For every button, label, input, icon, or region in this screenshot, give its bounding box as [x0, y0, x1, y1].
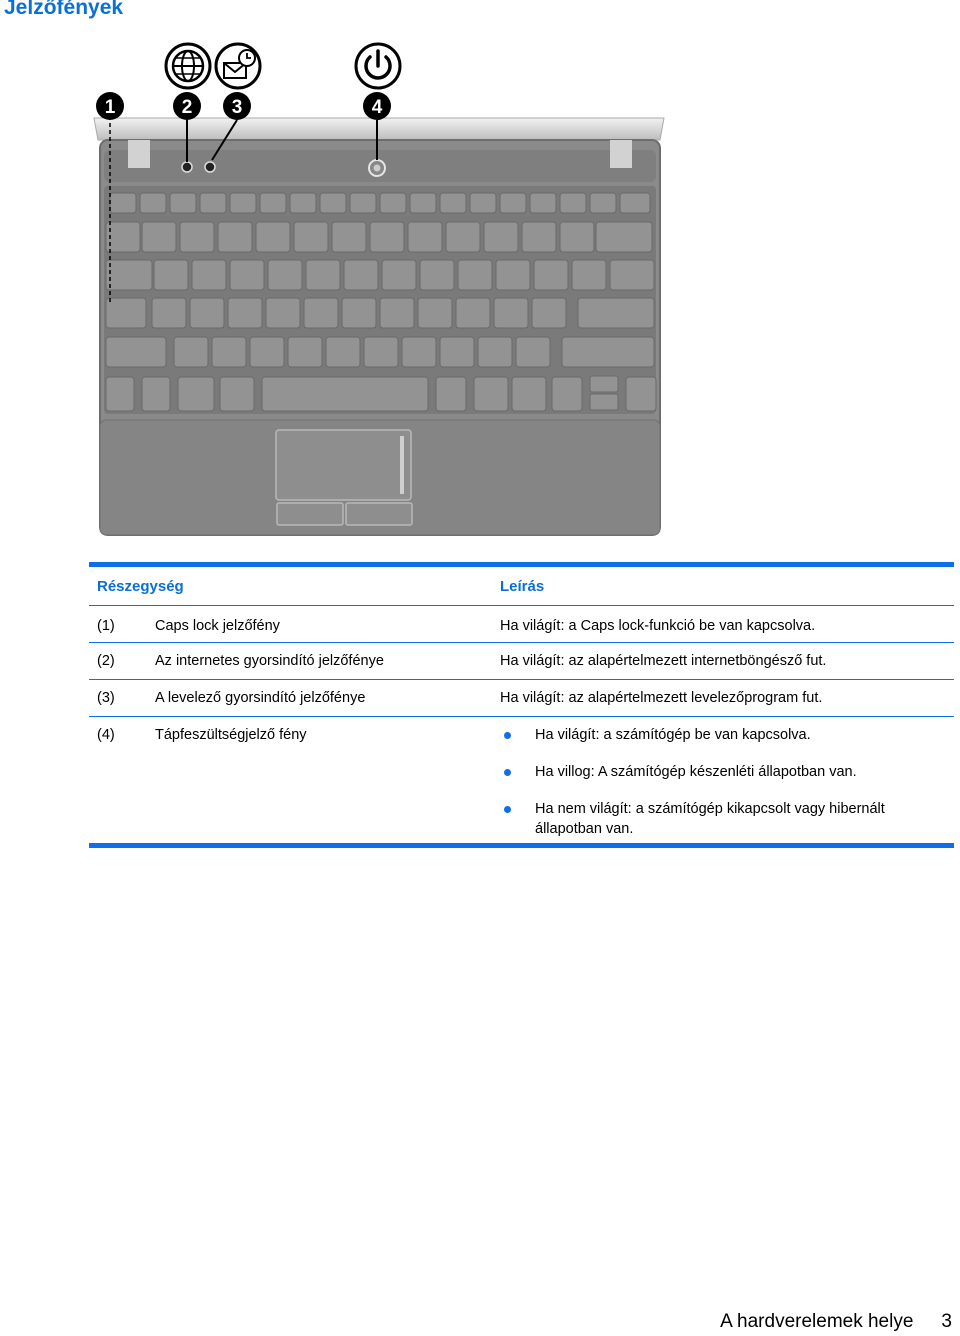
keyboard-key	[256, 222, 290, 252]
keyboard-key	[478, 337, 512, 367]
keyboard-key	[106, 222, 140, 252]
keyboard-key	[532, 298, 566, 328]
keyboard-key	[456, 298, 490, 328]
table-row	[89, 606, 954, 643]
keyboard-key	[484, 222, 518, 252]
keyboard-key	[470, 193, 496, 213]
keyboard-figure	[0, 0, 960, 560]
keyboard-key	[446, 222, 480, 252]
keyboard-key	[220, 377, 254, 411]
row-component: Tápfeszültségjelző fény	[155, 727, 307, 743]
keyboard-key	[350, 193, 376, 213]
keyboard-key	[420, 260, 454, 290]
keyboard-key	[140, 193, 166, 213]
callout-3	[223, 92, 251, 120]
keyboard-key	[522, 222, 556, 252]
row-component: Caps lock jelzőfény	[155, 618, 280, 634]
keyboard-key	[436, 377, 466, 411]
keyboard-key	[288, 337, 322, 367]
keyboard-key	[496, 260, 530, 290]
row-description: Ha világít: az alapértelmezett levelezőprogram fut.	[500, 690, 823, 706]
keyboard-key	[294, 222, 328, 252]
keyboard-key	[190, 298, 224, 328]
keyboard-key	[178, 377, 214, 411]
row-component: Az internetes gyorsindító jelzőfénye	[155, 653, 384, 669]
svg-text:4: 4	[371, 97, 383, 118]
keyboard-key	[494, 298, 528, 328]
keyboard-key	[262, 377, 428, 411]
page-number: 3	[941, 1311, 952, 1332]
keyboard-key	[192, 260, 226, 290]
keyboard-key	[596, 222, 652, 252]
list-item: Ha világít: a számítógép be van kapcsolva.	[500, 725, 940, 745]
keyboard-key	[106, 377, 134, 411]
mail-icon	[216, 44, 260, 88]
keyboard-key	[440, 337, 474, 367]
keyboard-key	[382, 260, 416, 290]
row-number: (1)	[97, 618, 115, 634]
keyboard-key	[106, 260, 152, 290]
keyboard-key	[212, 337, 246, 367]
callout-1	[96, 92, 124, 120]
touchpad-right-button	[346, 503, 412, 525]
keyboard-key	[408, 222, 442, 252]
section-title: Jelzőfények	[4, 0, 124, 19]
keyboard-key	[250, 337, 284, 367]
keyboard-key	[380, 298, 414, 328]
keyboard-key	[260, 193, 286, 213]
keyboard-key	[142, 222, 176, 252]
keyboard-key	[562, 337, 654, 367]
keyboard-key	[530, 193, 556, 213]
keyboard-key	[152, 298, 186, 328]
keyboard-key	[560, 193, 586, 213]
row-number: (2)	[97, 653, 115, 669]
keyboard-key	[200, 193, 226, 213]
keyboard-key	[620, 193, 650, 213]
keyboard-key	[304, 298, 338, 328]
keyboard-key	[578, 298, 654, 328]
header-description: Leírás	[500, 578, 545, 595]
keyboard-key	[370, 222, 404, 252]
keyboard-key	[418, 298, 452, 328]
table-row	[89, 643, 954, 680]
keyboard-key	[626, 377, 656, 411]
keyboard-key	[170, 193, 196, 213]
keyboard-key	[500, 193, 526, 213]
bullet-icon	[504, 806, 511, 813]
keyboard-key	[560, 222, 594, 252]
power-icon	[356, 44, 400, 88]
globe-icon	[166, 44, 210, 88]
callout-4	[363, 92, 391, 120]
keyboard-key	[106, 337, 166, 367]
bullet-icon	[504, 769, 511, 776]
page-footer	[720, 1311, 952, 1333]
svg-text:3: 3	[231, 97, 243, 118]
keyboard-key	[266, 298, 300, 328]
keyboard-key	[174, 337, 208, 367]
keyboard-key	[218, 222, 252, 252]
table-row	[89, 680, 954, 717]
keyboard-key	[552, 377, 582, 411]
list-item: Ha nem világít: a számítógép kikapcsolt vagy hibernált állapotban van.	[500, 799, 940, 839]
keyboard-key	[440, 193, 466, 213]
svg-text:2: 2	[181, 97, 193, 118]
keyboard-key	[512, 377, 546, 411]
keyboard-key	[230, 193, 256, 213]
keyboard-key	[268, 260, 302, 290]
mail-indicator-light	[205, 162, 215, 172]
keyboard-key	[572, 260, 606, 290]
row-description-list	[500, 725, 940, 856]
svg-text:1: 1	[104, 97, 116, 118]
keyboard-key	[410, 193, 436, 213]
keyboard-key	[306, 260, 340, 290]
touchpad	[276, 430, 411, 500]
keyboard-key	[106, 298, 146, 328]
keyboard-key	[154, 260, 188, 290]
list-item: Ha villog: A számítógép készenléti állapotban van.	[500, 762, 940, 782]
keyboard-key	[344, 260, 378, 290]
indicator-table	[89, 562, 954, 848]
keyboard-key	[534, 260, 568, 290]
keyboard-key	[142, 377, 170, 411]
keyboard-key	[590, 193, 616, 213]
keyboard-key	[458, 260, 492, 290]
keyboard-key	[402, 337, 436, 367]
header-component: Részegység	[97, 578, 184, 595]
keyboard-key	[230, 260, 264, 290]
keyboard-key	[326, 337, 360, 367]
keyboard-key	[610, 260, 654, 290]
arrow-key	[590, 376, 618, 392]
table-header	[89, 567, 954, 606]
table-row	[89, 717, 954, 837]
callout-2	[173, 92, 201, 120]
keyboard-key	[180, 222, 214, 252]
arrow-key	[590, 394, 618, 410]
keyboard-key	[332, 222, 366, 252]
keyboard-key	[380, 193, 406, 213]
keyboard-key	[516, 337, 550, 367]
internet-indicator-light	[182, 162, 192, 172]
keyboard-key	[364, 337, 398, 367]
bullet-icon	[504, 732, 511, 739]
row-number: (4)	[97, 727, 115, 743]
keyboard-key	[320, 193, 346, 213]
keyboard-key	[110, 193, 136, 213]
row-component: A levelező gyorsindító jelzőfénye	[155, 690, 366, 706]
keyboard-key	[290, 193, 316, 213]
row-description: Ha világít: az alapértelmezett internetböngésző fut.	[500, 653, 827, 669]
keyboard-key	[342, 298, 376, 328]
row-number: (3)	[97, 690, 115, 706]
row-description: Ha világít: a Caps lock-funkció be van kapcsolva.	[500, 618, 816, 634]
touchpad-left-button	[277, 503, 343, 525]
keyboard-key	[228, 298, 262, 328]
keyboard-key	[474, 377, 508, 411]
footer-section-title: A hardverelemek helye	[720, 1311, 914, 1332]
